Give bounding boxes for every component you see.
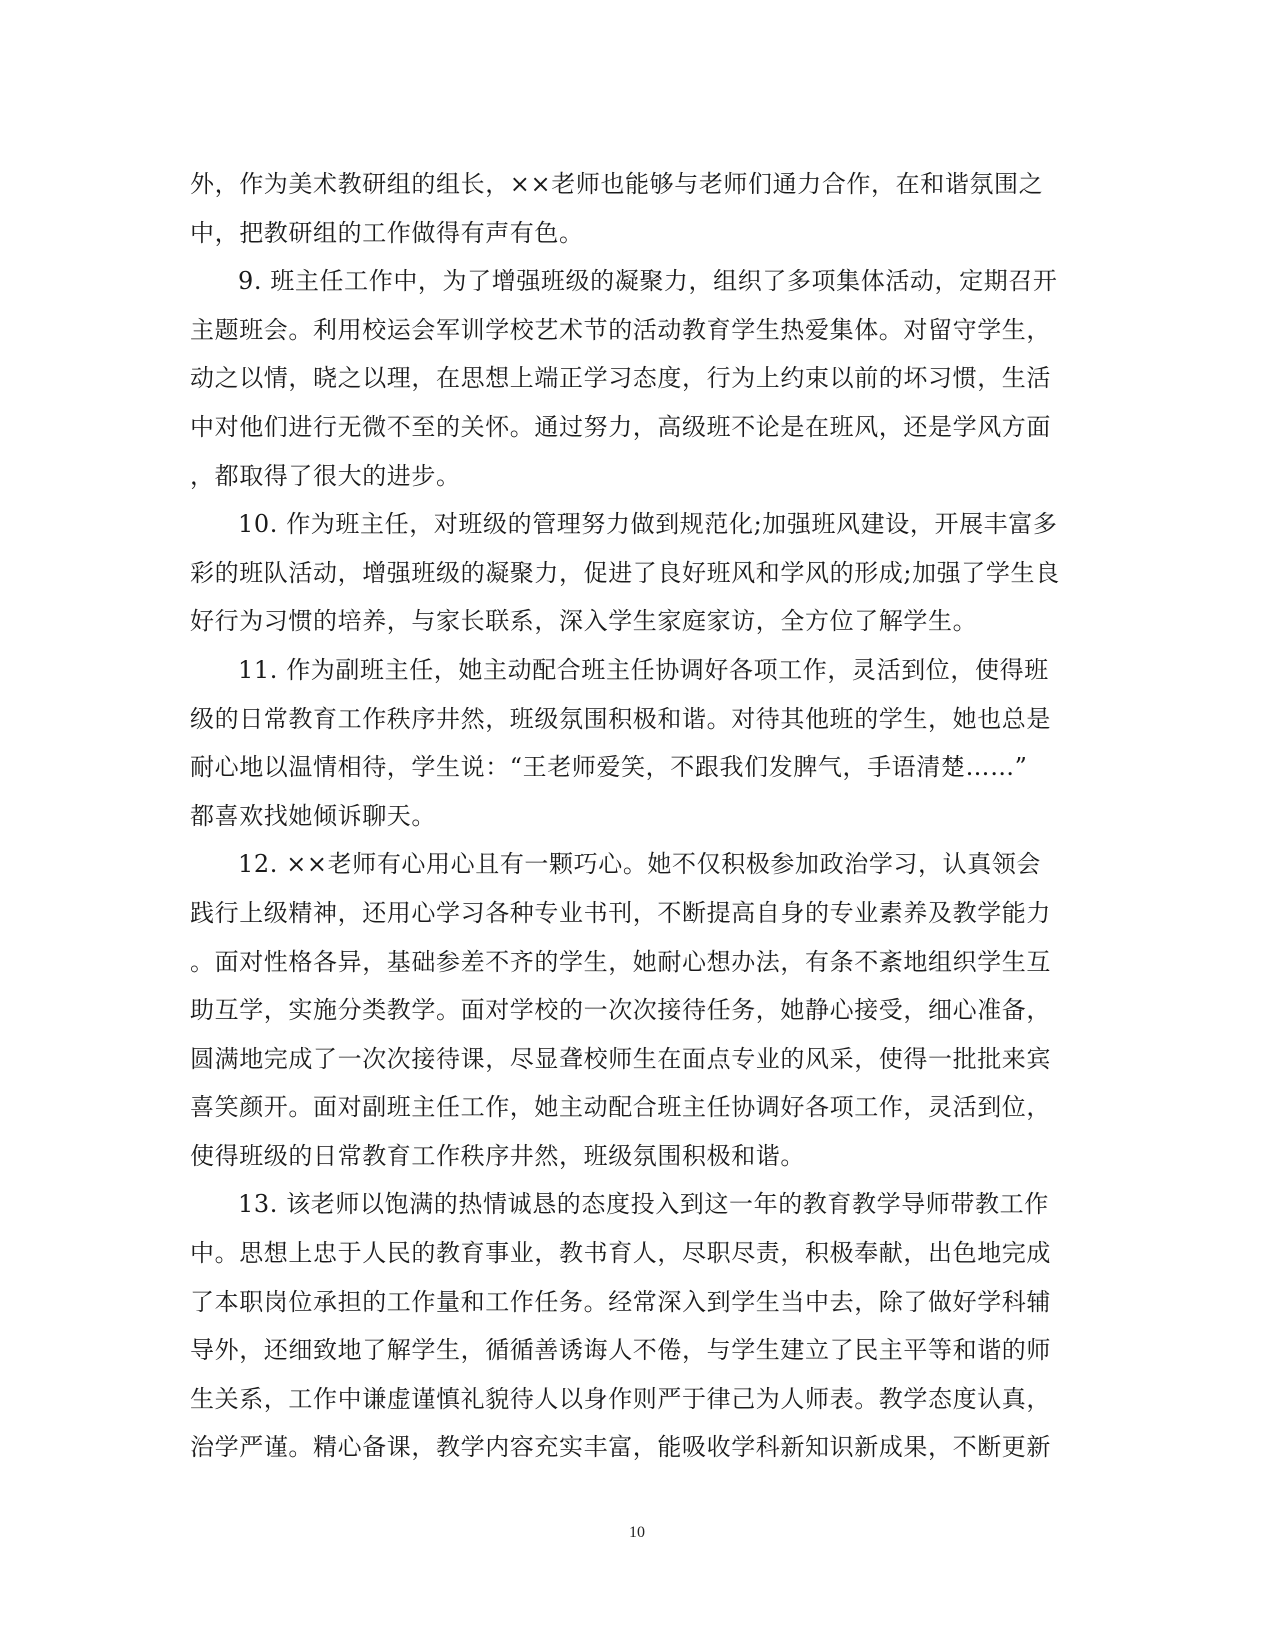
text-line: 9. 班主任工作中，为了增强班级的凝聚力，组织了多项集体活动，定期召开	[238, 267, 1058, 296]
paragraph-item-11	[190, 646, 1070, 840]
text-line: 10. 作为班主任，对班级的管理努力做到规范化;加强班风建设，开展丰富多	[238, 510, 1058, 539]
text-line: 中，把教研组的工作做得有声有色。	[190, 218, 584, 247]
text-line: 治学严谨。精心备课，教学内容充实丰富，能吸收学科新知识新成果，不断更新	[190, 1433, 1051, 1462]
paragraph-item-9	[190, 257, 1070, 500]
text-line: 外，作为美术教研组的组长，××老师也能够与老师们通力合作，在和谐氛围之	[190, 170, 1044, 198]
text-line: 生关系，工作中谦虚谨慎礼貌待人以身作则严于律己为人师表。教学态度认真，	[190, 1384, 1051, 1413]
paragraph-item-13	[190, 1180, 1070, 1472]
text-line: 彩的班队活动，增强班级的凝聚力，促进了良好班风和学风的形成;加强了学生良	[190, 558, 1060, 587]
page-number: 10	[629, 1524, 645, 1541]
text-line: 圆满地完成了一次次接待课，尽显聋校师生在面点专业的风采，使得一批批来宾	[190, 1044, 1051, 1073]
text-line: 耐心地以温情相待，学生说：“王老师爱笑，不跟我们发脾气，手语清楚……”	[190, 753, 1028, 782]
paragraph-item-12	[190, 840, 1070, 1180]
text-line: 喜笑颜开。面对副班主任工作，她主动配合班主任协调好各项工作，灵活到位，	[190, 1093, 1051, 1122]
text-line: 好行为习惯的培养，与家长联系，深入学生家庭家访，全方位了解学生。	[190, 607, 978, 636]
text-line: 12. ××老师有心用心且有一颗巧心。她不仅积极参加政治学习，认真领会	[238, 850, 1042, 879]
text-line: 中对他们进行无微不至的关怀。通过努力，高级班不论是在班风，还是学风方面	[190, 412, 1051, 441]
text-line: 导外，还细致地了解学生，循循善诱诲人不倦，与学生建立了民主平等和谐的师	[190, 1336, 1051, 1365]
text-line: 践行上级精神，还用心学习各种专业书刊，不断提高自身的专业素养及教学能力	[190, 898, 1051, 927]
paragraph-continuation	[190, 160, 1070, 257]
text-line: 主题班会。利用校运会军训学校艺术节的活动教育学生热爱集体。对留守学生，	[190, 315, 1051, 344]
text-line: 助互学，实施分类教学。面对学校的一次次接待任务，她静心接受，细心准备，	[190, 996, 1051, 1025]
body-text	[190, 160, 1070, 1472]
text-line: 级的日常教育工作秩序井然，班级氛围积极和谐。对待其他班的学生，她也总是	[190, 704, 1051, 733]
text-line: 使得班级的日常教育工作秩序井然，班级氛围积极和谐。	[190, 1141, 805, 1170]
text-line: 11. 作为副班主任，她主动配合班主任协调好各项工作，灵活到位，使得班	[238, 655, 1049, 684]
paragraph-item-10	[190, 500, 1070, 646]
text-line: 。面对性格各异，基础参差不齐的学生，她耐心想办法，有条不紊地组织学生互	[190, 947, 1051, 976]
text-line: 13. 该老师以饱满的热情诚恳的态度投入到这一年的教育教学导师带教工作	[238, 1190, 1049, 1219]
text-line: 中。思想上忠于人民的教育事业，教书育人，尽职尽责，积极奉献，出色地完成	[190, 1239, 1051, 1268]
text-line: 动之以情，晓之以理，在思想上端正学习态度，行为上约束以前的坏习惯，生活	[190, 364, 1051, 393]
text-line: 都喜欢找她倾诉聊天。	[190, 801, 436, 830]
text-line: 了本职岗位承担的工作量和工作任务。经常深入到学生当中去，除了做好学科辅	[190, 1287, 1051, 1316]
text-line: ，都取得了很大的进步。	[190, 461, 461, 490]
